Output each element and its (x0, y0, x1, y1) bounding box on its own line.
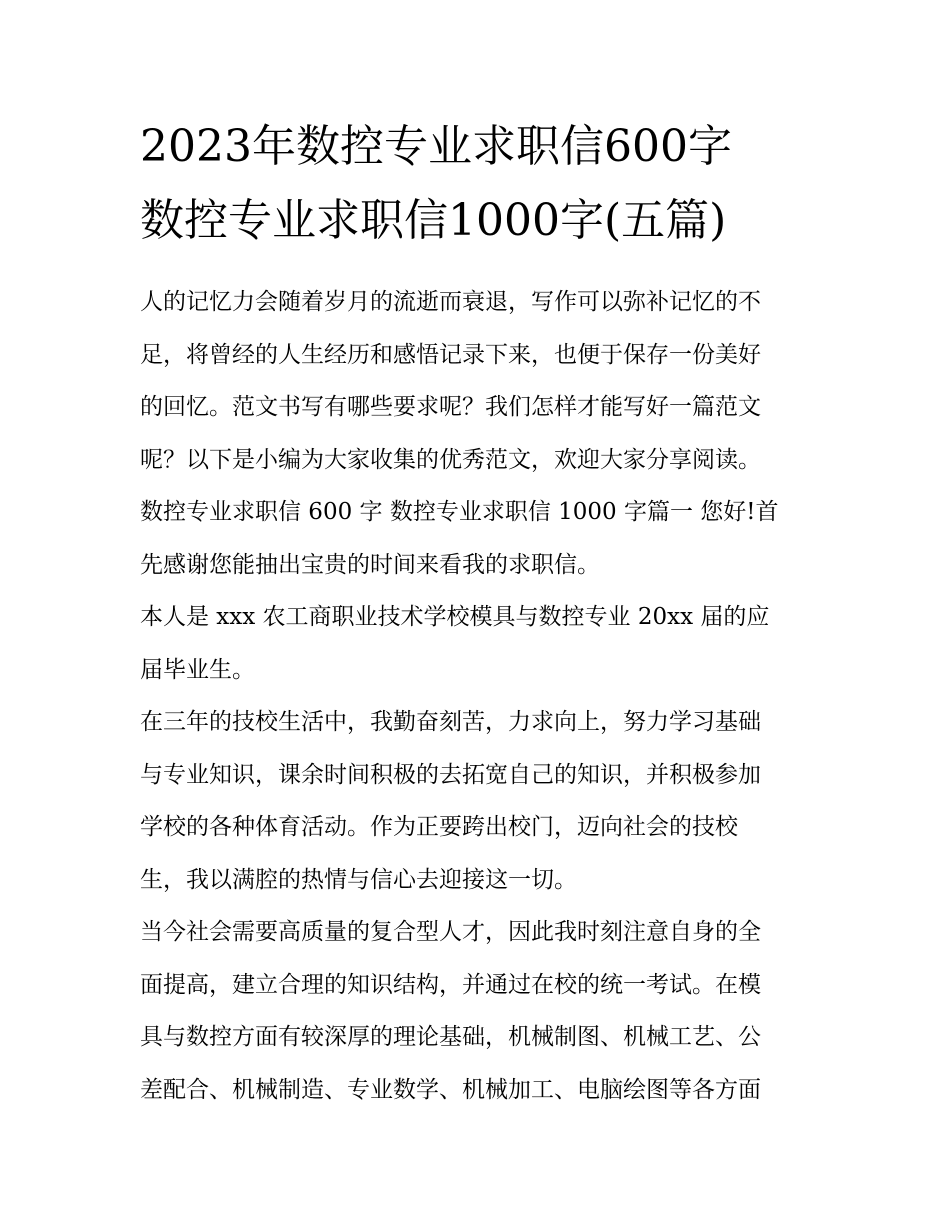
title-line-2: 数控专业求职信1000字(五篇) (140, 195, 727, 246)
body-line: 差配合、机械制造、专业数学、机械加工、电脑绘图等各方面 (140, 1076, 761, 1103)
body-line: 本人是 xxx 农工商职业技术学校模具与数控专业 20xx 届的应 (140, 604, 770, 630)
body-line: 面提高，建立合理的知识结构，并通过在校的统一考试。在模 (140, 971, 761, 998)
body-line: 先感谢您能抽出宝贵的时间来看我的求职信。 (140, 551, 600, 578)
document-title (140, 110, 830, 258)
body-line: 呢？以下是小编为大家收集的优秀范文，欢迎大家分享阅读。 (140, 446, 761, 473)
title-line-1: 2023年数控专业求职信600字 (140, 121, 732, 172)
body-line: 数控专业求职信 600 字 数控专业求职信 1000 字篇一 您好!首 (140, 499, 779, 525)
body-line: 学校的各种体育活动。作为正要跨出校门，迈向社会的技校 (140, 814, 738, 840)
body-line: 在三年的技校生活中，我勤奋刻苦，力求向上，努力学习基础 (140, 709, 761, 735)
body-line: 生，我以满腔的热情与信心去迎接这一切。 (140, 866, 577, 893)
body-line: 当今社会需要高质量的复合型人才，因此我时刻注意自身的全 (140, 919, 761, 945)
document-body (140, 276, 840, 1116)
body-line: 届毕业生。 (140, 656, 255, 683)
body-line: 人的记忆力会随着岁月的流逝而衰退，写作可以弥补记忆的不 (140, 289, 761, 315)
body-line: 的回忆。范文书写有哪些要求呢？我们怎样才能写好一篇范文 (140, 394, 761, 420)
body-line: 具与数控方面有较深厚的理论基础，机械制图、机械工艺、公 (140, 1024, 761, 1050)
body-line: 与专业知识，课余时间积极的去拓宽自己的知识，并积极参加 (140, 761, 761, 788)
body-line: 足，将曾经的人生经历和感悟记录下来，也便于保存一份美好 (140, 341, 761, 368)
